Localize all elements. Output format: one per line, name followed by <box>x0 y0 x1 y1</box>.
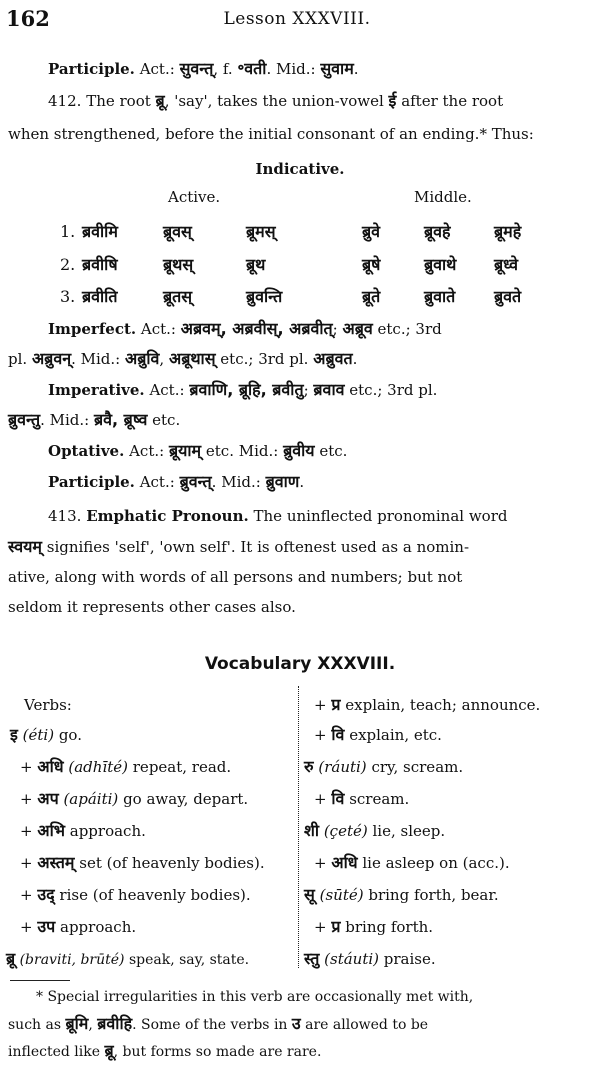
vocab-entry <box>20 788 248 810</box>
devanagari-form: प्र <box>331 695 341 714</box>
text: speak, say, state. <box>128 952 250 968</box>
devanagari-form: प्र <box>331 917 341 936</box>
imperative-line2 <box>8 409 180 431</box>
text: such as <box>8 1017 62 1033</box>
devanagari-form: अब्रुवि <box>125 349 160 368</box>
vocab-entry <box>304 884 499 906</box>
indicative-heading: Indicative. <box>255 160 345 178</box>
person-number: 2. <box>60 255 76 274</box>
text: . <box>299 473 305 491</box>
devanagari-form: उद् <box>37 885 55 904</box>
text: . Mid.: <box>266 60 316 78</box>
text: Act.: <box>139 473 175 491</box>
text: ; <box>303 381 309 399</box>
devanagari-form: ब्रूयाम् <box>168 441 202 460</box>
text: signifies 'self', 'own self'. It is oftenest used as a nomin- <box>46 538 470 556</box>
devanagari-form: अस्तम् <box>37 853 75 872</box>
text: etc.; 3rd <box>377 320 442 338</box>
devanagari-form: ई <box>388 91 397 110</box>
vocab-entry <box>20 884 251 906</box>
text: . <box>353 60 359 78</box>
vocabulary-title: Vocabulary XXXVIII. <box>204 654 396 674</box>
text: Act.: <box>140 320 176 338</box>
text: approach. <box>69 822 146 840</box>
text: are allowed to be <box>305 1017 429 1033</box>
text: etc. Mid.: <box>205 442 279 460</box>
devanagari-form: अब्रुवन् <box>31 349 72 368</box>
footnote-rule <box>10 980 70 981</box>
text: (éti) <box>22 726 55 744</box>
devanagari-form: शी <box>304 821 320 840</box>
verb-form: ब्रूमहे <box>494 222 522 241</box>
footnote-line1: * Special irregularities in this verb are occasionally met with, <box>36 989 474 1005</box>
participle-label: Participle. <box>48 60 135 78</box>
devanagari-form: वि <box>331 725 345 744</box>
text: + <box>314 854 327 872</box>
devanagari-form: सुवन्त् <box>179 59 214 78</box>
text: The uninflected pronominal word <box>253 507 508 525</box>
devanagari-form: रु <box>304 757 314 776</box>
verb-form: ब्रुवन्ति <box>246 287 283 306</box>
text: . Mid.: <box>211 473 261 491</box>
devanagari-form: ब्रू <box>155 91 165 110</box>
section-title: Emphatic Pronoun. <box>86 507 249 525</box>
verb-form: ब्रुवाते <box>424 287 456 306</box>
text: praise. <box>383 950 436 968</box>
verb-form: ब्रवीति <box>82 287 118 306</box>
text: ; <box>332 320 338 338</box>
verb-form: ब्रुवते <box>494 287 522 306</box>
text: , <box>159 350 165 368</box>
text: . Some of the verbs in <box>132 1017 288 1033</box>
section-413-line4: seldom it represents other cases also. <box>8 598 296 616</box>
column-divider <box>298 686 299 968</box>
imperative-label: Imperative. <box>48 381 145 399</box>
participle-line-2 <box>48 471 304 493</box>
optative-label: Optative. <box>48 442 125 460</box>
running-head: Lesson XXXVIII. <box>223 9 371 29</box>
devanagari-form: स्वयम् <box>8 537 42 556</box>
text: scream. <box>349 790 410 808</box>
devanagari-form: ब्रवाणि, ब्रूहि, ब्रवीतु <box>189 380 304 399</box>
text: , <box>88 1017 93 1033</box>
text: + <box>314 790 327 808</box>
text: + <box>20 886 33 904</box>
verb-form: ब्रूवहे <box>424 222 451 241</box>
verb-form: ब्रूध्वे <box>494 255 519 274</box>
devanagari-form: ब्रू <box>104 1041 114 1060</box>
devanagari-form: ब्रुवीय <box>283 441 315 460</box>
verb-form: ब्रूमस् <box>246 222 276 241</box>
text: inflected like <box>8 1044 101 1060</box>
middle-heading: Middle. <box>414 188 472 206</box>
devanagari-form: उप <box>37 917 56 936</box>
text: Act.: <box>149 381 185 399</box>
vocab-entry <box>304 820 445 842</box>
imperfect-line1 <box>48 318 442 340</box>
vocab-entry <box>20 852 265 874</box>
text: etc. <box>319 442 348 460</box>
text: etc.; 3rd pl. <box>220 350 309 368</box>
devanagari-form: अधि <box>37 757 64 776</box>
text: The root <box>86 92 151 110</box>
vocab-entry <box>6 948 249 971</box>
text: (braviti, brūté) <box>19 952 125 968</box>
devanagari-form: ॰वती <box>237 59 267 78</box>
text: etc. <box>152 411 181 429</box>
text: bring forth, bear. <box>368 886 499 904</box>
text: + <box>314 696 327 714</box>
vocab-entry <box>314 916 433 938</box>
imperfect-line2 <box>8 348 357 370</box>
devanagari-form: ब्रवाव <box>313 380 345 399</box>
vocab-entry <box>10 724 82 746</box>
section-413-line3: ative, along with words of all persons and numbers; but not <box>8 568 463 586</box>
devanagari-form: ब्रवै, ब्रूष्व <box>94 410 148 429</box>
vocab-entry <box>314 788 409 810</box>
active-heading: Active. <box>168 188 221 206</box>
text: go away, depart. <box>123 790 249 808</box>
text: Act.: <box>129 442 165 460</box>
text: (apáiti) <box>63 790 119 808</box>
vocab-entry <box>314 724 442 746</box>
person-number: 1. <box>60 222 76 241</box>
devanagari-form: अब्रूथास् <box>168 349 216 368</box>
vocab-entry <box>304 948 436 970</box>
devanagari-form: ब्रुवाण <box>265 472 300 491</box>
text: approach. <box>60 918 137 936</box>
devanagari-form: ब्रूमि <box>65 1014 89 1033</box>
text: , but forms so made are rare. <box>113 1044 322 1060</box>
devanagari-form: अप <box>37 789 59 808</box>
text: after the root <box>401 92 504 110</box>
act-label: Act.: <box>139 60 175 78</box>
devanagari-form: ब्रू <box>6 949 16 968</box>
vocab-entry <box>20 916 136 938</box>
section-number: 413. <box>48 507 82 525</box>
page-header <box>6 6 588 32</box>
text: rise (of heavenly bodies). <box>59 886 251 904</box>
verb-form: ब्रुवाथे <box>424 255 457 274</box>
footnote-line3 <box>8 1040 321 1063</box>
text: + <box>20 854 33 872</box>
vocab-entry <box>314 852 510 874</box>
text: (ráuti) <box>318 758 367 776</box>
devanagari-form: ब्रवीहि <box>97 1014 133 1033</box>
vocab-entry <box>20 756 231 778</box>
verb-form: ब्रवीमि <box>82 222 118 241</box>
devanagari-form: उ <box>291 1014 301 1033</box>
devanagari-form: इ <box>10 725 18 744</box>
text: go. <box>58 726 82 744</box>
text: . Mid.: <box>40 411 90 429</box>
section-number: 412. <box>48 92 82 110</box>
verb-form: ब्रूतस् <box>163 287 193 306</box>
verb-form: ब्रूते <box>362 287 381 306</box>
vocab-entry <box>20 820 146 842</box>
footnote-line2 <box>8 1013 428 1036</box>
text: lie, sleep. <box>372 822 446 840</box>
text: + <box>20 790 33 808</box>
text: . <box>352 350 358 368</box>
section-412-line2: when strengthened, before the initial consonant of an ending.* Thus: <box>8 125 534 143</box>
text: Verbs: <box>24 696 72 714</box>
devanagari-form: ब्रुवन्तु <box>8 410 41 429</box>
section-412-line1 <box>48 90 503 112</box>
devanagari-form: स्तु <box>304 949 320 968</box>
devanagari-form: सू <box>304 885 315 904</box>
optative-line <box>48 440 347 462</box>
text: (adhīté) <box>68 758 128 776</box>
text: bring forth. <box>345 918 434 936</box>
text: etc.; 3rd pl. <box>349 381 438 399</box>
text: , f. <box>213 60 233 78</box>
text: cry, scream. <box>371 758 464 776</box>
imperative-line1 <box>48 379 437 401</box>
devanagari-form: अधि <box>331 853 358 872</box>
devanagari-form: सुवाम <box>320 59 354 78</box>
text: + <box>20 822 33 840</box>
verb-form: ब्रूथस् <box>163 255 194 274</box>
devanagari-form: अब्रूव <box>342 319 373 338</box>
section-413-line2 <box>8 536 469 558</box>
text: + <box>314 726 327 744</box>
text: . Mid.: <box>71 350 121 368</box>
verb-form: ब्रूवस् <box>163 222 192 241</box>
person-number: 3. <box>60 287 76 306</box>
devanagari-form: वि <box>331 789 345 808</box>
text: (stáuti) <box>324 950 379 968</box>
devanagari-form: अब्रवम्, अब्रवीस्, अब्रवीत् <box>180 319 333 338</box>
participle-label: Participle. <box>48 473 135 491</box>
text: , 'say', takes the union-vowel <box>164 92 384 110</box>
verb-form: ब्रूषे <box>362 255 381 274</box>
vocab-entry <box>314 694 540 716</box>
text: + <box>20 918 33 936</box>
devanagari-form: अब्रुवत <box>313 349 353 368</box>
text: set (of heavenly bodies). <box>79 854 265 872</box>
text: explain, teach; announce. <box>345 696 541 714</box>
text: pl. <box>8 350 28 368</box>
text: + <box>20 758 33 776</box>
text: explain, etc. <box>349 726 442 744</box>
text: + <box>314 918 327 936</box>
vocab-entry <box>304 756 463 778</box>
text: lie asleep on (acc.). <box>362 854 510 872</box>
verb-form: ब्रुवे <box>362 222 381 241</box>
imperfect-label: Imperfect. <box>48 320 137 338</box>
verb-form: ब्रूथ <box>246 255 266 274</box>
page-number: 162 <box>6 6 50 31</box>
text: repeat, read. <box>132 758 232 776</box>
section-413-line1 <box>48 505 508 527</box>
participle-line <box>48 58 359 80</box>
vocab-entry <box>24 694 72 716</box>
devanagari-form: अभि <box>37 821 65 840</box>
verb-form: ब्रवीषि <box>82 255 118 274</box>
text: (çeté) <box>323 822 368 840</box>
devanagari-form: ब्रुवन्त् <box>179 472 212 491</box>
text: (sūté) <box>319 886 364 904</box>
